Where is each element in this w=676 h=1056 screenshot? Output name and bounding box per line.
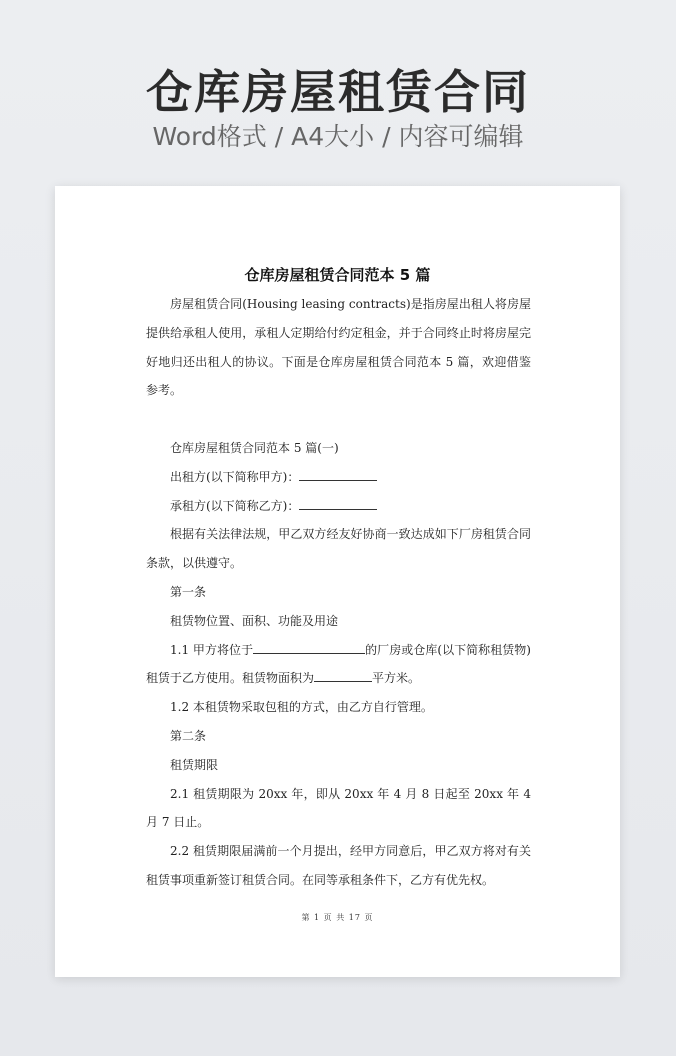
location-blank xyxy=(253,639,365,654)
clause-1-1-part-a: 1.1 甲方将位于 xyxy=(170,642,254,657)
article1-subject: 租赁物位置、面积、功能及用途 xyxy=(170,613,339,628)
intro-paragraph: 房屋租赁合同(Housing leasing contracts)是指房屋出租人将房屋提供给承租人使用，承租人定期给付约定租金，并于合同终止时将房屋完好地归还出租人的协议。下面是仓库房屋租赁合同范本 5 篇，欢迎借鉴参考。 xyxy=(146,297,531,398)
article1-title: 第一条 xyxy=(170,584,207,599)
page-footer: 第 1 页 共 17 页 xyxy=(301,913,374,922)
lessor-line xyxy=(146,463,531,492)
preamble-paragraph: 根据有关法律法规，甲乙双方经友好协商一致达成如下厂房租赁合同条款，以供遵守。 xyxy=(146,527,531,571)
document-body xyxy=(146,290,531,895)
clause-2-1: 2.1 租赁期限为 20xx 年，即从 20xx 年 4 月 8 日起至 20xx 年 4 月 7 日止。 xyxy=(146,786,531,830)
clause-1-1-part-b: 的厂房或仓库(以下简称租赁物)租赁于乙方使用。租赁物面积为 xyxy=(146,642,531,686)
banner-subtitle: Word格式 / A4大小 / 内容可编辑 xyxy=(152,122,524,151)
section-heading: 仓库房屋租赁合同范本 5 篇(一) xyxy=(170,440,339,455)
article2-title: 第二条 xyxy=(170,728,207,743)
document-page xyxy=(55,186,620,977)
lessor-blank xyxy=(299,466,377,481)
clause-1-1-part-c: 平方米。 xyxy=(372,671,421,686)
clause-2-2: 2.2 租赁期限届满前一个月提出，经甲方同意后，甲乙双方将对有关租赁事项重新签订租赁合同。在同等承租条件下，乙方有优先权。 xyxy=(146,844,531,887)
lessee-label: 承租方(以下简称乙方)： xyxy=(170,498,300,513)
banner-title: 仓库房屋租赁合同 xyxy=(146,65,530,119)
lessor-label: 出租方(以下简称甲方)： xyxy=(170,469,300,484)
document-title: 仓库房屋租赁合同范本 5 篇 xyxy=(244,266,431,284)
lessee-blank xyxy=(299,495,377,510)
lessee-line xyxy=(146,492,531,521)
article2-subject: 租赁期限 xyxy=(170,757,219,772)
clause-1-1 xyxy=(146,636,531,694)
area-blank xyxy=(314,667,372,682)
clause-1-2: 1.2 本租赁物采取包租的方式，由乙方自行管理。 xyxy=(170,700,433,715)
